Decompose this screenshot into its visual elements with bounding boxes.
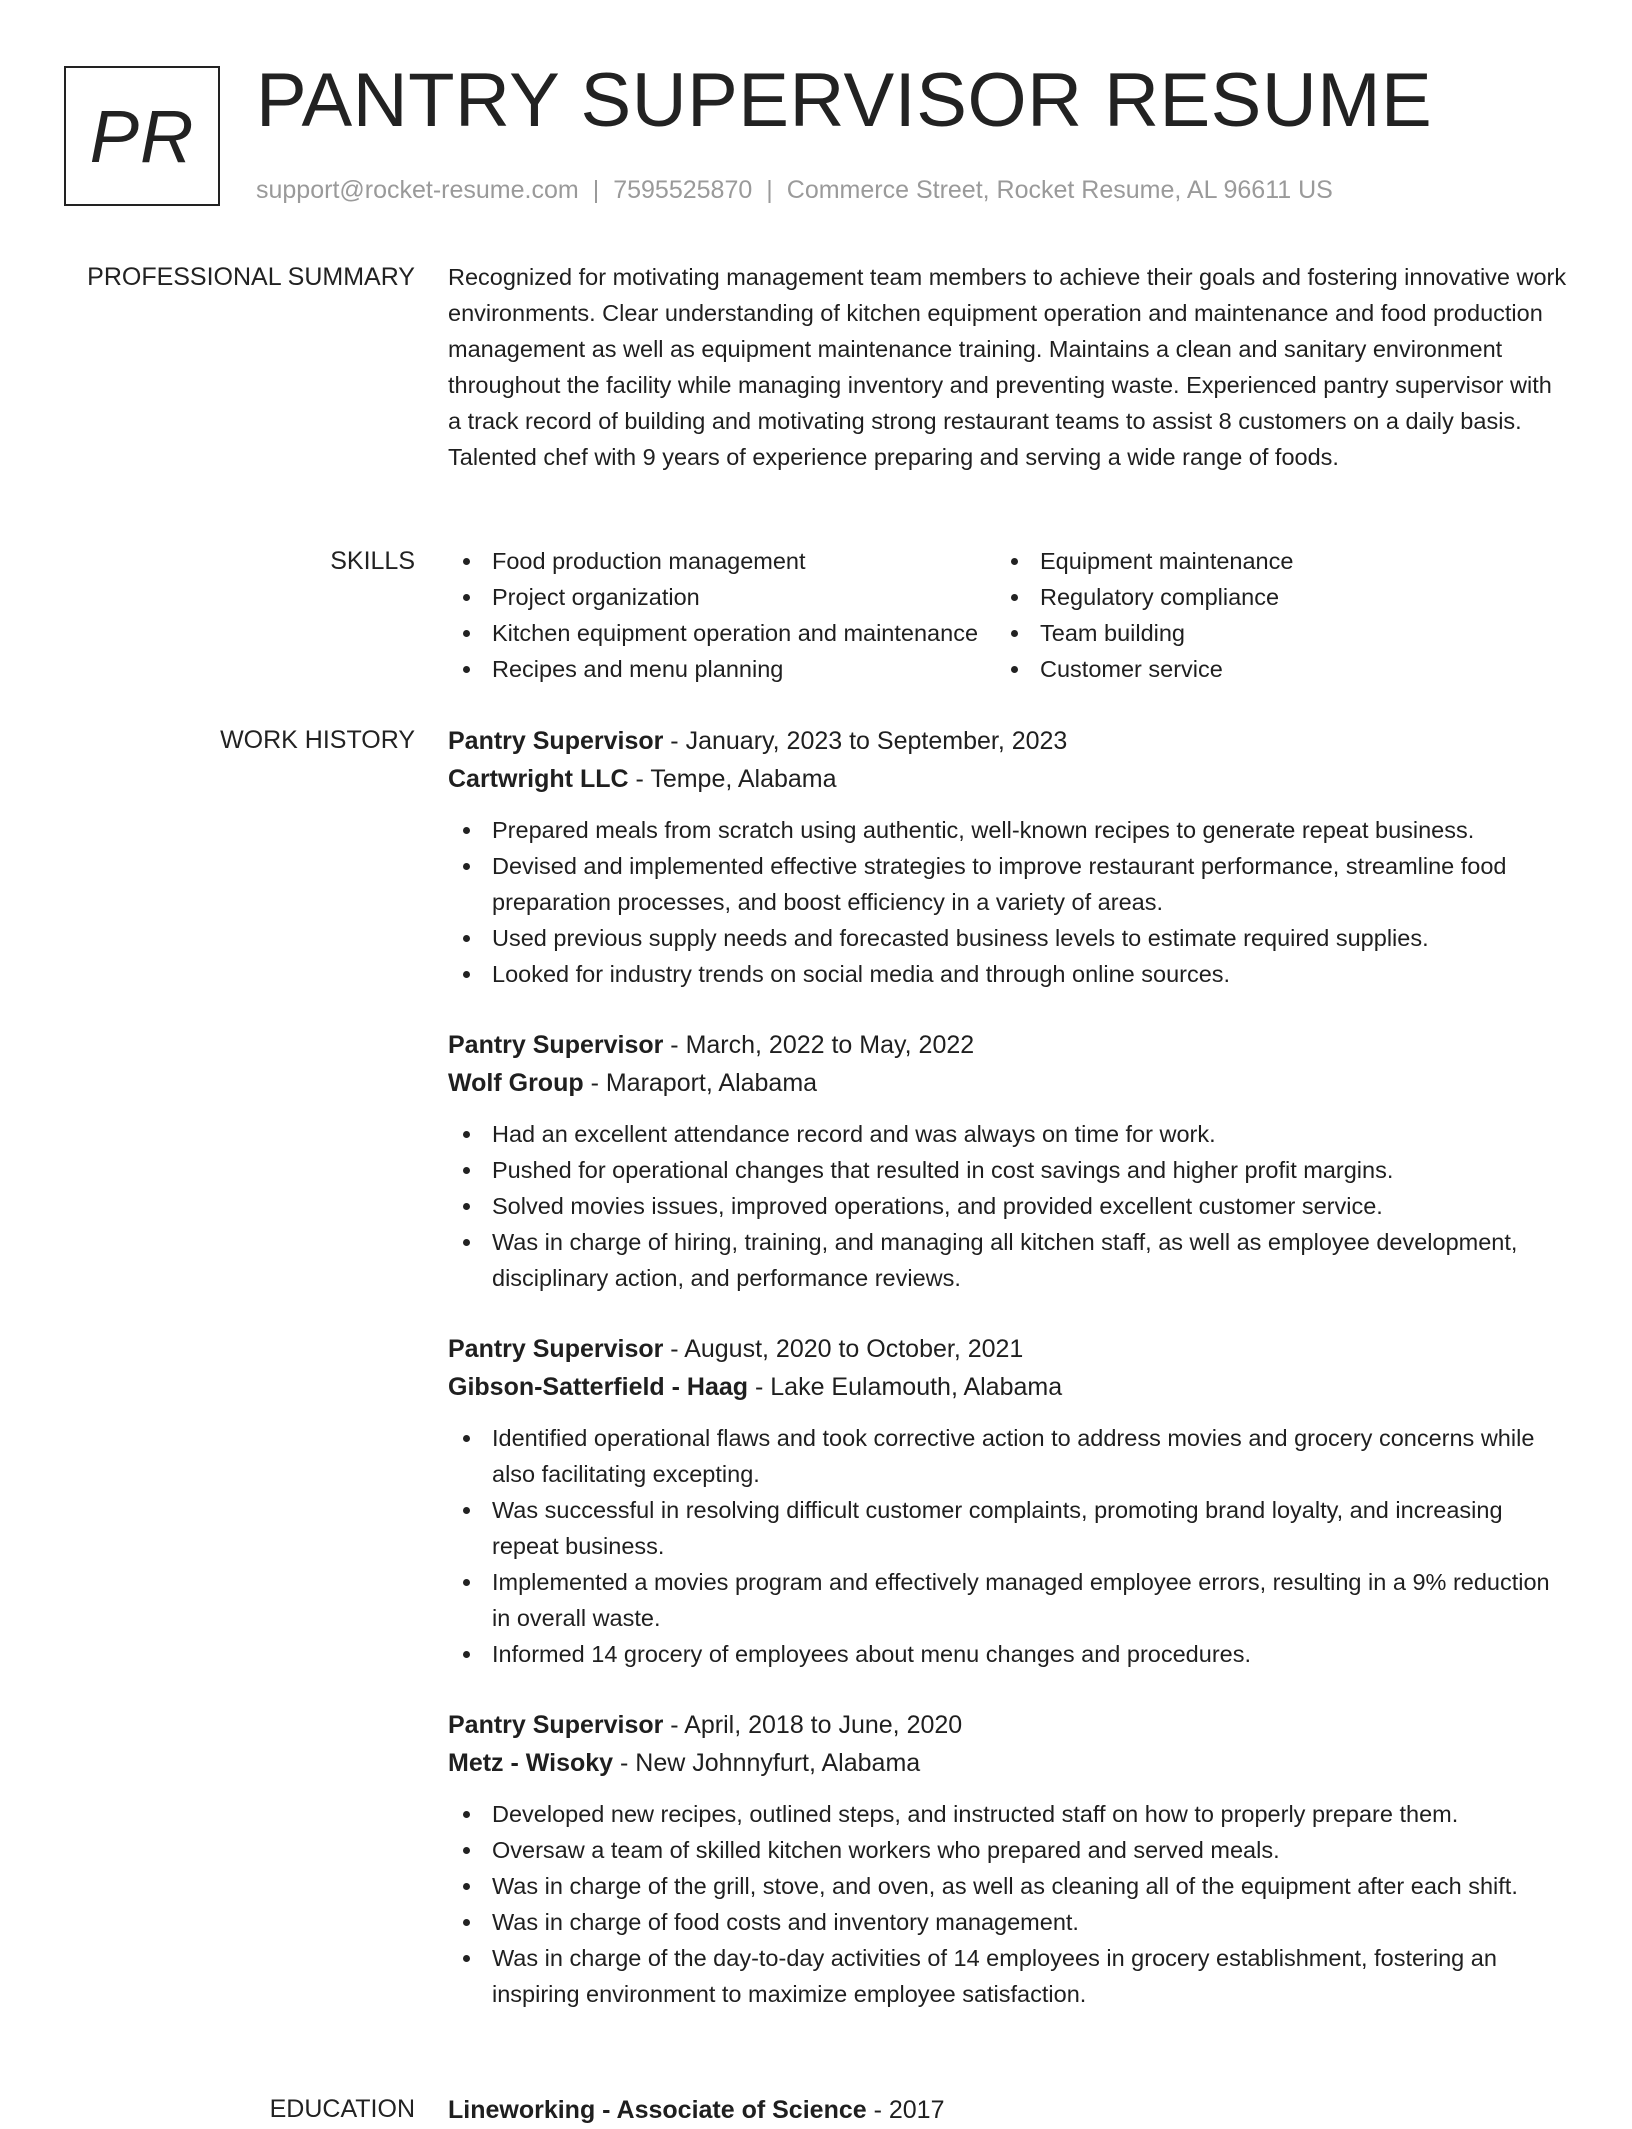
job-bullet: Implemented a movies program and effectively managed employee errors, resulting in a 9% reduction in overall waste. bbox=[448, 1564, 1568, 1636]
contact-email: support@rocket-resume.com bbox=[256, 176, 579, 204]
dash: - bbox=[663, 727, 686, 755]
skill-item: Kitchen equipment operation and maintenance bbox=[448, 615, 996, 651]
job-location: New Johnnyfurt, Alabama bbox=[635, 1749, 921, 1777]
job-bullet: Pushed for operational changes that resulted in cost savings and higher profit margins. bbox=[448, 1152, 1568, 1188]
dash: - bbox=[663, 1711, 685, 1739]
contact-line bbox=[256, 174, 1333, 206]
dash: - bbox=[866, 2096, 889, 2124]
summary-heading: PROFESSIONAL SUMMARY bbox=[87, 263, 415, 291]
job-location: Maraport, Alabama bbox=[605, 1069, 818, 1097]
education-school: Lineworking bbox=[448, 2096, 596, 2124]
dash: - bbox=[583, 1069, 606, 1097]
job-bullets bbox=[448, 812, 1568, 992]
skills-column-right bbox=[996, 543, 1496, 687]
skill-item: Project organization bbox=[448, 579, 996, 615]
education-line bbox=[448, 2091, 1568, 2129]
job-bullet: Was successful in resolving difficult customer complaints, promoting brand loyalty, and increasing repeat business. bbox=[448, 1492, 1568, 1564]
education-heading: EDUCATION bbox=[269, 2095, 415, 2123]
skills-body bbox=[448, 543, 1568, 687]
contact-separator: | bbox=[766, 176, 773, 204]
job-bullet: Devised and implemented effective strategies to improve restaurant performance, streamline food preparation processes, and boost efficiency in a variety of areas. bbox=[448, 848, 1568, 920]
job-bullet: Had an excellent attendance record and was always on time for work. bbox=[448, 1116, 1568, 1152]
job-bullet: Solved movies issues, improved operations, and provided excellent customer service. bbox=[448, 1188, 1568, 1224]
job-bullet: Oversaw a team of skilled kitchen workers who prepared and served meals. bbox=[448, 1832, 1568, 1868]
skill-item: Equipment maintenance bbox=[996, 543, 1496, 579]
skills-grid bbox=[448, 543, 1568, 687]
job-bullet: Identified operational flaws and took corrective action to address movies and grocery concerns while also facilitating excepting. bbox=[448, 1420, 1568, 1492]
contact-address: Commerce Street, Rocket Resume, AL 96611 US bbox=[786, 176, 1333, 204]
job-bullet: Was in charge of hiring, training, and managing all kitchen staff, as well as employee development, disciplinary action, and performance reviews. bbox=[448, 1224, 1568, 1296]
job-entry bbox=[448, 1330, 1568, 1672]
job-title-line bbox=[448, 1706, 1568, 1744]
education-degree: Associate of Science bbox=[616, 2096, 867, 2124]
job-entry bbox=[448, 1026, 1568, 1296]
job-entry bbox=[448, 1706, 1568, 2012]
job-title: Pantry Supervisor bbox=[448, 1711, 664, 1739]
job-company: Metz - Wisoky bbox=[448, 1749, 614, 1777]
skill-item: Regulatory compliance bbox=[996, 579, 1496, 615]
job-company: Cartwright LLC bbox=[448, 765, 629, 793]
job-title: Pantry Supervisor bbox=[448, 1335, 664, 1363]
contact-separator: | bbox=[592, 176, 600, 204]
job-location: Tempe, Alabama bbox=[650, 765, 837, 793]
work-history-heading: WORK HISTORY bbox=[220, 726, 415, 754]
job-bullets bbox=[448, 1420, 1568, 1672]
job-company-line bbox=[448, 760, 1568, 798]
resume-title: PANTRY SUPERVISOR RESUME bbox=[256, 58, 1433, 143]
job-dates: March, 2022 to May, 2022 bbox=[685, 1031, 975, 1059]
job-dates: August, 2020 to October, 2021 bbox=[684, 1335, 1024, 1363]
job-title: Pantry Supervisor bbox=[448, 1031, 664, 1059]
job-bullet: Was in charge of the grill, stove, and oven, as well as cleaning all of the equipment after each shift. bbox=[448, 1868, 1568, 1904]
education-year: 2017 bbox=[888, 2096, 945, 2124]
job-company: Gibson-Satterfield - Haag bbox=[448, 1373, 749, 1401]
dash: - bbox=[663, 1335, 685, 1363]
summary-text: Recognized for motivating management team members to achieve their goals and fostering innovative work environments. Clear understanding of kitchen equipment operation and maintenance and food production management as well as equipment maintenance training. Maintains a clean and sanitary environment throughout the facility while managing inventory and preventing waste. Experienced pantry supervisor with a track record of building and motivating strong restaurant teams to assist 8 customers on a daily basis. Talented chef with 9 years of experience preparing and serving a wide range of foods. bbox=[448, 264, 1567, 470]
education-body bbox=[448, 2091, 1568, 2129]
job-bullet: Developed new recipes, outlined steps, and instructed staff on how to properly prepare them. bbox=[448, 1796, 1568, 1832]
dash: - bbox=[663, 1031, 686, 1059]
skill-item: Customer service bbox=[996, 651, 1496, 687]
job-bullet: Was in charge of food costs and inventory management. bbox=[448, 1904, 1568, 1940]
monogram-logo: PR bbox=[64, 66, 220, 206]
job-bullet: Informed 14 grocery of employees about menu changes and procedures. bbox=[448, 1636, 1568, 1672]
job-bullet: Looked for industry trends on social media and through online sources. bbox=[448, 956, 1568, 992]
dash: - bbox=[748, 1373, 771, 1401]
job-title-line bbox=[448, 1330, 1568, 1368]
dash: - bbox=[613, 1749, 636, 1777]
dash: - bbox=[628, 765, 651, 793]
job-dates: January, 2023 to September, 2023 bbox=[685, 727, 1068, 755]
job-company-line bbox=[448, 1744, 1568, 1782]
skills-heading: SKILLS bbox=[330, 547, 415, 575]
job-bullets bbox=[448, 1796, 1568, 2012]
skill-item: Food production management bbox=[448, 543, 996, 579]
skill-item: Team building bbox=[996, 615, 1496, 651]
job-title-line bbox=[448, 1026, 1568, 1064]
job-dates: April, 2018 to June, 2020 bbox=[684, 1711, 963, 1739]
dash: - bbox=[595, 2096, 617, 2124]
job-company-line bbox=[448, 1368, 1568, 1406]
job-bullet: Prepared meals from scratch using authentic, well-known recipes to generate repeat business. bbox=[448, 812, 1568, 848]
skills-column-left bbox=[448, 543, 996, 687]
skill-item: Recipes and menu planning bbox=[448, 651, 996, 687]
contact-phone: 7595525870 bbox=[613, 176, 753, 204]
job-title-line bbox=[448, 722, 1568, 760]
job-bullets bbox=[448, 1116, 1568, 1296]
work-history-body bbox=[448, 722, 1568, 2046]
job-title: Pantry Supervisor bbox=[448, 727, 664, 755]
job-entry bbox=[448, 722, 1568, 992]
job-company: Wolf Group bbox=[448, 1069, 584, 1097]
job-bullet: Was in charge of the day-to-day activities of 14 employees in grocery establishment, fostering an inspiring environment to maximize employee satisfaction. bbox=[448, 1940, 1568, 2012]
job-company-line bbox=[448, 1064, 1568, 1102]
job-location: Lake Eulamouth, Alabama bbox=[770, 1373, 1063, 1401]
summary-body bbox=[448, 259, 1568, 475]
job-bullet: Used previous supply needs and forecasted business levels to estimate required supplies. bbox=[448, 920, 1568, 956]
